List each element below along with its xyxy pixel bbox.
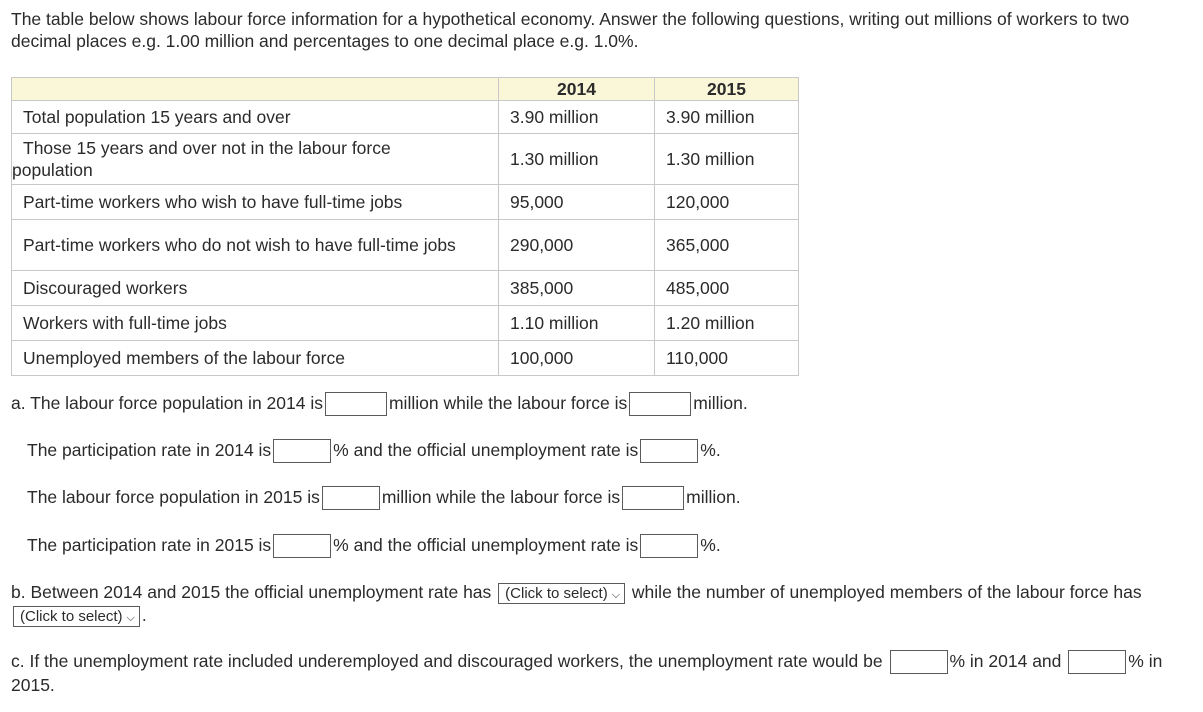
row-label: Discouraged workers [12,271,499,306]
labour-force-2015-input[interactable] [622,486,684,510]
chevron-down-icon: ⌵ [126,611,135,624]
unemployment-rate-change-select[interactable] [498,583,625,604]
value-2015: 485,000 [655,271,799,306]
question-text: The participation rate in 2014 is [27,440,272,460]
header-empty [12,78,499,101]
question-text: million while the labour force is [388,393,628,413]
lf-population-2014-input[interactable] [325,392,387,416]
question-text: while the number of unemployed members of the labour force has [631,582,1142,602]
value-2015: 110,000 [655,341,799,376]
question-text: a. The labour force population in 2014 is [11,393,323,413]
value-2015: 1.30 million [655,134,799,185]
question-c [11,650,1171,697]
question-text: b. Between 2014 and 2015 the official unemployment rate has [11,582,492,602]
value-2014: 1.30 million [499,134,655,185]
select-value: (Click to select) [20,607,123,625]
question-text: The participation rate in 2015 is [27,535,272,555]
unemployment-rate-2015-input[interactable] [640,534,698,558]
participation-rate-2014-input[interactable] [273,439,331,463]
question-text: The labour force population in 2015 is [27,487,320,507]
value-2015: 120,000 [655,185,799,220]
labour-force-table [11,77,799,376]
table-row [12,306,799,341]
table-row [12,220,799,271]
select-value: (Click to select) [505,584,608,602]
question-text: % in 2014 and [949,651,1062,671]
row-label: Workers with full-time jobs [12,306,499,341]
question-text: % in 2015. [11,651,1163,696]
value-2014: 385,000 [499,271,655,306]
question-text: % and the official unemployment rate is [333,535,639,555]
header-2015: 2015 [655,78,799,101]
broad-unemployment-rate-2015-input[interactable] [1068,650,1126,674]
question-text: . [141,605,147,625]
table-row [12,341,799,376]
participation-rate-2015-input[interactable] [273,534,331,558]
value-2014: 100,000 [499,341,655,376]
labour-force-2014-input[interactable] [629,392,691,416]
unemployed-count-change-select[interactable] [13,606,140,627]
value-2014: 1.10 million [499,306,655,341]
table-row [12,134,799,185]
question-text: c. If the unemployment rate included underemployed and discouraged workers, the unemployment rate would be [11,651,883,671]
row-label: Those 15 years and over not in the labour force population [12,134,499,185]
question-text: %. [700,440,721,460]
row-label: Part-time workers who wish to have full-time jobs [12,185,499,220]
question-text: million. [693,393,748,413]
header-2014: 2014 [499,78,655,101]
lf-population-2015-input[interactable] [322,486,380,510]
row-label: Unemployed members of the labour force [12,341,499,376]
table-row [12,271,799,306]
chevron-down-icon: ⌵ [611,588,621,601]
instructions-text: The table below shows labour force information for a hypothetical economy. Answer the following questions, writing out millions of workers to two decimal places e.g. 1.00 million and percentages to one decimal place e.g. 1.0%. [11,9,1130,51]
value-2014: 3.90 million [499,101,655,134]
value-2014: 95,000 [499,185,655,220]
row-label: Total population 15 years and over [12,101,499,134]
table-row [12,185,799,220]
question-text: million while the labour force is [381,487,621,507]
broad-unemployment-rate-2014-input[interactable] [890,650,948,674]
table-header-row [12,78,799,101]
value-2015: 3.90 million [655,101,799,134]
question-a-line-1 [11,392,748,416]
question-b [11,581,1171,627]
question-text: %. [700,535,721,555]
unemployment-rate-2014-input[interactable] [640,439,698,463]
question-text: % and the official unemployment rate is [333,440,639,460]
question-a-line-4 [27,534,721,558]
value-2015: 365,000 [655,220,799,271]
question-text: million. [686,487,741,507]
question-a-line-2 [27,439,721,463]
value-2014: 290,000 [499,220,655,271]
value-2015: 1.20 million [655,306,799,341]
row-label: Part-time workers who do not wish to have full-time jobs [12,220,499,271]
table-row [12,101,799,134]
question-a-line-3 [27,486,741,510]
